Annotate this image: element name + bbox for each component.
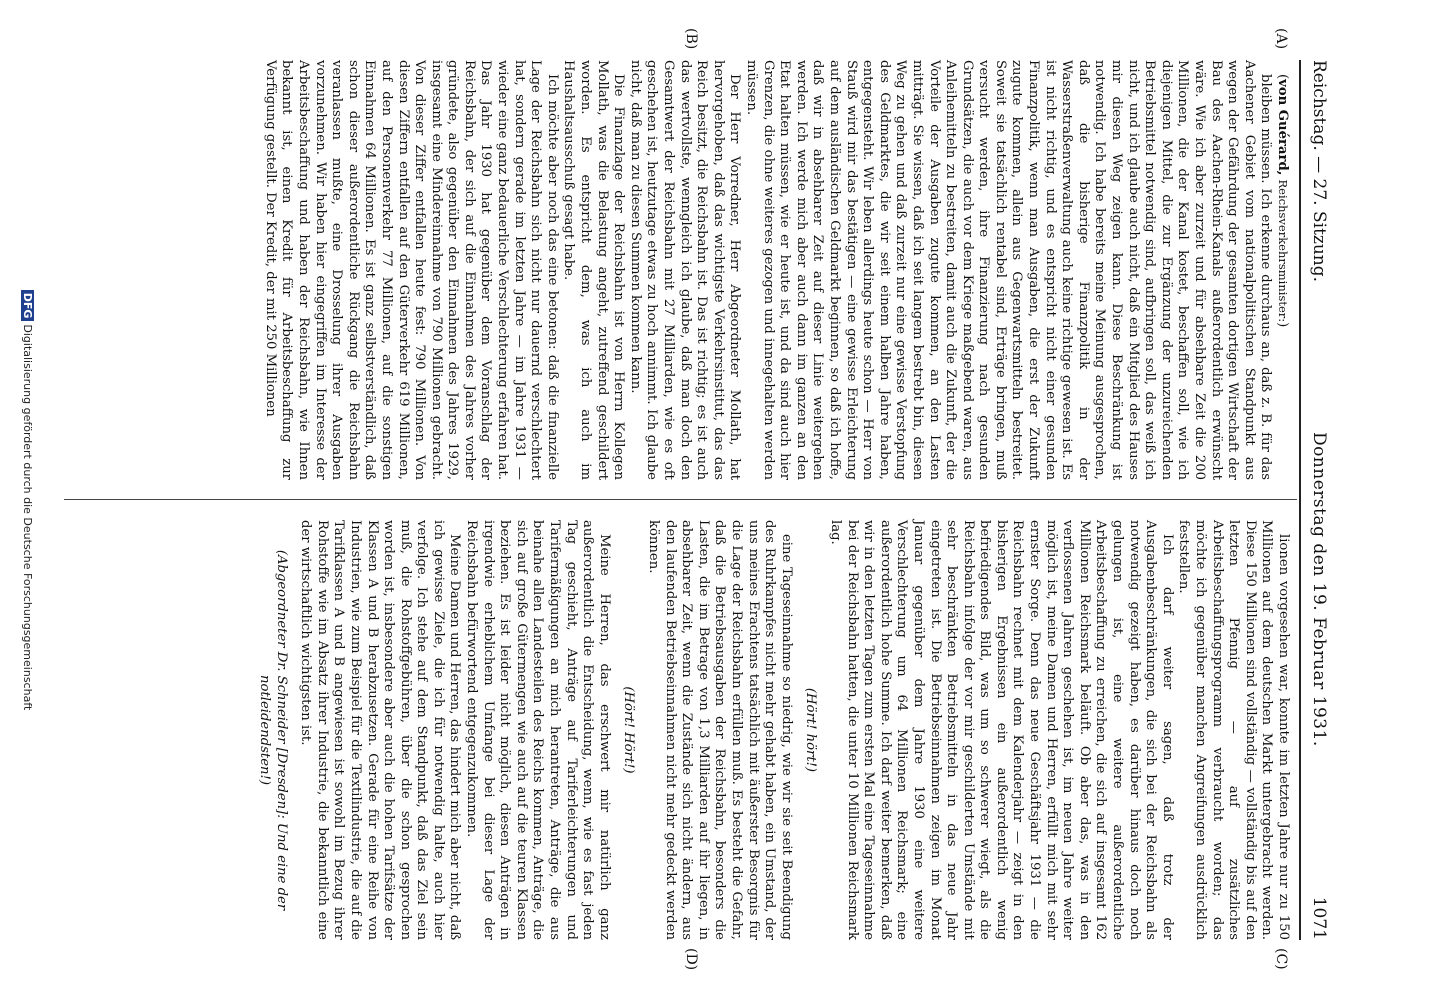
- right-column: [247, 520, 1291, 940]
- document-page: [64, 28, 1339, 971]
- right-paragraph: lionen vorgesehen war, konnte im letzten Jahre nur zu 150 Millionen auf dem deutschen Markt untergebracht werden. Diese 150 Millionen sind vollständig — vollständig bis auf den letzten Pfennig — auf zusätzliches Arbeitsbeschaffungsprogramm verbraucht worden; das möchte ich gegenüber manchen Angreifungen ausdrücklich feststellen.: [1176, 520, 1291, 940]
- left-paragraph: Ich möchte aber noch das eine betonen: daß die finanzielle Lage der Reichsbahn sich nicht nur dauernd verschlechtert hat, sondern gerade im letzten Jahre — im Jahre 1931 — wieder eine ganz bedauerliche Verschlechterung erfahren hat. Das Jahr 1930 hat gegenüber dem Voranschlag der Reichsbahn, der sich auf die Einnahmen des Jahres vorher gründete, also gegenüber den Einnahmen des Jahres 1929, insgesamt eine Mindereinnahme von 790 Millionen gebracht. Von dieser Ziffer entfallen heute fest: 790 Millionen. Von diesen Ziffern entfallen auf den Güterverkehr 619 Millionen, auf den Personenverkehr 77 Millionen, auf die sonstigen Einnahmen 64 Millionen. Es ist ganz selbstverständlich, daß schon dieser außerordentliche Rückgang die Reichsbahn veranlassen mußte, eine Drosselung ihrer Ausgaben vorzunehmen. Wir haben hier eingegriffen im Interesse der Arbeitsbeschaffung und haben der Reichsbahn, wie Ihnen bekannt ist, einen Kredit für Arbeitsbeschaffung zur Verfügung gestellt. Der Kredit, der mit 250 Millionen: [262, 60, 560, 480]
- page-header: [1299, 60, 1339, 940]
- margin-letter-a: (A): [1273, 28, 1289, 50]
- header-session: Reichstag. — 27. Sitzung.: [1309, 60, 1329, 283]
- right-paragraph: Ich darf weiter sagen, daß trotz der Ausgabenbeschränkungen, die sich bei der Reichsbahn als notwendig gezeigt haben, es darüber hinaus doch noch gelungen ist, eine weitere außerordentliche Arbeitsbeschaffung zu erreichen, die sich auf insgesamt 162 Millionen Reichsmark beläuft. Ob aber das, was in den verflossenen Jahren geschehen ist, im neuen Jahre weiter möglich ist, meine Damen und Herren, erfüllt mich mit sehr ernster Sorge. Denn das neue Geschäftsjahr 1931 — die Reichsbahn rechnet mit dem Kalenderjahr — zeigt in den bisherigen Ergebnissen ein außerordentlich wenig befriedigendes Bild, was um so schwerer wiegt, als die Reichsbahn infolge der vor mir geschilderten Umstände mit sehr beschränkten Betriebsmitteln in das neue Jahr eingetreten ist. Die Betriebseinnahmen zeigen im Monat Januar gegenüber dem Jahre 1930 eine weitere Verschlechterung um 64 Millionen Reichsmark; eine außerordentlich hohe Summe. Ich darf weiter bemerken, daß wir in den letzten Tagen zum ersten Mal eine Tageseinnahme bei der Reichsbahn hatten, die unter 10 Millionen Reichsmark lag.: [827, 520, 1175, 940]
- speaker-name: von Guérard,: [1275, 79, 1290, 176]
- left-column: [261, 60, 1291, 480]
- right-paragraph: eine Tageseinnahme so niedrig, wie wir sie seit Beendigung des Ruhrkampfes nicht mehr gehabt haben, ein Umstand, der uns meines Erachtens tatsächlich mit äußerster Besorgnis für die Lage der Reichsbahn erfüllen muß. Es besteht die Gefahr, daß die Betriebsausgaben der Reichsbahn, besonders die Lasten, die im Betrage von 1,3 Milliarden auf ihr liegen, in absehbarer Zeit, wenn die Zustände sich nicht ändern, aus den laufenden Betriebseinnahmen nicht mehr gedeckt werden können.: [646, 520, 794, 940]
- speaker-line: (von Guérard, Reichsverkehrsminister:): [1275, 74, 1290, 328]
- dfg-logo: DFG: [21, 290, 34, 322]
- margin-letter-b: (B): [683, 28, 699, 50]
- header-date: Donnerstag den 19. Februar 1931.: [1309, 431, 1329, 747]
- interjection: (Abgeordneter Dr. Schneider [Dresden]: Und eine der notleidendsten!): [256, 549, 289, 911]
- left-paragraph: bleiben müssen. Ich erkenne durchaus an, daß z. B. für das Aachener Gebiet vom nationalpolitischen Standpunkt aus wegen der Gefährdung der gesamten dortigen Wirtschaft der Bau des Aachen-Rhein-Kanals außerordentlich erwünscht wäre. Wie ich aber zurzeit und für absehbare Zeit die 200 Millionen, die der Kanal kostet, beschaffen soll, wie ich diejenigen Mittel, die zur Ergänzung der unzureichenden Betriebsmittel notwendig sind, aufbringen soll, das weiß ich nicht, und ich glaube auch nicht, daß ein Mitglied des Hauses mir diesen Weg zeigen kann. Diese Beschränkung ist notwendig. Ich habe bereits meine Meinung ausgesprochen, daß die bisherige Finanzpolitik in der Wasserstraßenverwaltung auch keine richtige gewesen ist. Es ist nicht richtig, und es entspricht nicht einer gesunden Finanzpolitik, wenn man Ausgaben, die erst der Zukunft zugute kommen, allein aus Gegenwartsmitteln bestreitet. Soweit sie tatsächlich rentabel sind, Erträge bringen, muß versucht werden, ihre Finanzierung nach gesunden Grundsätzen, die auch vor dem Kriege maßgebend waren, aus Anleihemitteln zu bestreiten, damit auch die Zukunft, der die Vorteile der Ausgaben zugute kommen, an den Lasten mitträgt. Sie wissen, daß ich seit langem bestrebt bin, diesen Weg zu gehen und daß zurzeit nur eine gewisse Verstopfung des Geldmarktes, die wir seit einem halben Jahre haben, entgegensteht. Wir leben allerdings heute schon — Herr von Stauß wird mir das bestätigen — eine gewisse Erleichterung auf dem ausländischen Geldmarkt beginnen, so daß ich hoffe, daß wir in absehbarer Zeit auf dieser Linie weitergehen werden. Ich werde mich aber auch dann im ganzen an den Etat halten müssen, wie er heute ist, und da sind auch hier Grenzen, die ohne weiteres gezogen und innegehalten werden müssen.: [744, 60, 1274, 480]
- margin-letter-d: (D): [683, 948, 699, 971]
- right-paragraph: Meine Damen und Herren, das hindert mich aber nicht, daß ich gewisse Ziele, die ich für notwendig halte, auch hier verfolge. Ich stehe auf dem Standpunkt, daß das Ziel sein muß, die Rohstoffgebühren, über die schon gesprochen worden ist, insbesondere aber auch die hohen Tarifsätze der Klassen A und B herabzusetzen. Gerade für eine Reihe von Industrien, wie zum Beispiel für die Textilindustrie, die auf die Tarifklassen A und B angewiesen ist sowohl im Bezug ihrer Rohstoffe wie im Absatz ihrer Industrie, die bekanntlich eine der wirtschaftlich wichtigsten ist.: [298, 520, 463, 940]
- page-number: 1071: [1309, 896, 1329, 940]
- right-paragraph: Meine Herren, das erschwert mir natürlich ganz außerordentlich die Entscheidung, wenn, wie es fast jeden Tag geschieht, Anträge auf Tariferleichterungen und Tarifermäßigungen an mich herantreten, Anträge, die aus beinahe allen Landesteilen des Reichs kommen, Anträge, die sich auf große Gütermengen wie auch auf die teuren Klassen beziehen. Es ist leider nicht möglich, diesen Anträgen in irgendwie erheblichem Umfange bei dieser Lage der Reichsbahn befürwortend entgegenzukommen.: [464, 520, 612, 940]
- digitization-footer: [21, 0, 34, 1000]
- header-rule: [1299, 60, 1301, 940]
- left-paragraph: Der Herr Vorredner, Herr Abgeordneter Mollath, hat hervorgehoben, daß das wichtigste Verkehrsinstitut, das das Reich besitzt, die Reichsbahn ist. Das ist richtig; es ist auch das wertvollste, wenngleich ich glaube, daß man doch den Gesamtwert der Reichsbahn mit 27 Milliarden, wie es oft geschehen ist, heutzutage etwas zu hoch annimmt. Ich glaube nicht, daß man zu diesen Summen kommen kann.: [627, 60, 743, 480]
- footer-text: Digitalisierung gefördert durch die Deutsche Forschungsgemeinschaft: [21, 324, 34, 711]
- interjection: (Hört! Hört!): [621, 686, 637, 774]
- column-divider: [64, 499, 1297, 500]
- margin-letter-c: (C): [1273, 948, 1289, 970]
- speaker-role: Reichsverkehrsminister:: [1276, 179, 1290, 323]
- interjection: (Hört! hört!): [803, 687, 819, 773]
- left-paragraph: Die Finanzlage der Reichsbahn ist von Herrn Kollegen Mollath, was die Belastung angeht, zutreffend geschildert worden. Es entspricht dem, was ich auch im Haushaltsausschuß gesagt habe.: [561, 60, 627, 480]
